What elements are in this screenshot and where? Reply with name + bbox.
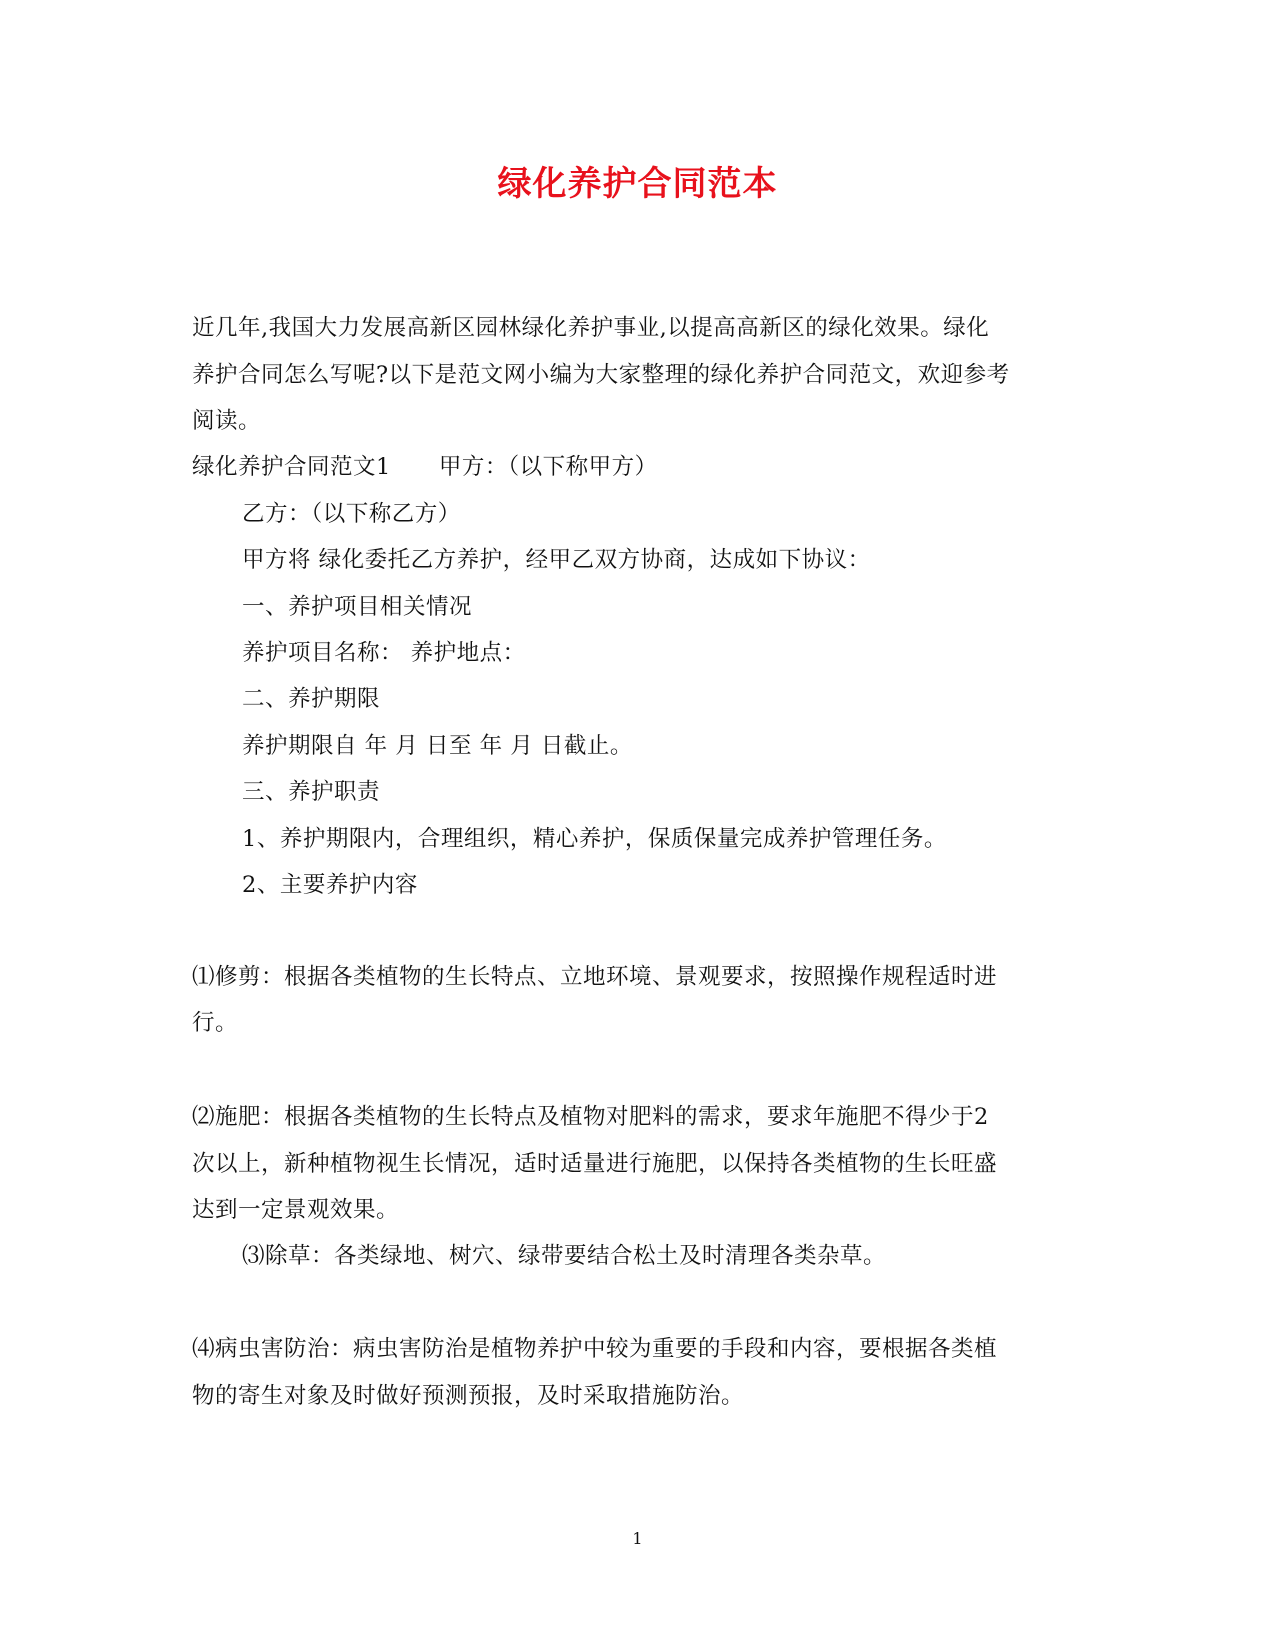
duty-2: 2、主要养护内容 <box>242 872 418 898</box>
intro-line-3: 阅读。 <box>192 408 262 434</box>
contract-heading: 绿化养护合同范文1 <box>192 454 391 480</box>
document-title: 绿化养护合同范本 <box>497 164 778 204</box>
section-1-heading: 一、养护项目相关情况 <box>242 594 473 620</box>
agreement-line: 甲方将 绿化委托乙方养护，经甲乙双方协商，达成如下协议： <box>242 547 871 573</box>
party-b: 乙方：（以下称乙方） <box>242 501 461 527</box>
intro-line-1: 近几年,我国大力发展高新区园林绿化养护事业,以提高高新区的绿化效果。绿化 <box>192 315 990 341</box>
item-2-line-3: 达到一定景观效果。 <box>192 1197 400 1223</box>
item-4-line-1: ⑷病虫害防治：病虫害防治是植物养护中较为重要的手段和内容，要根据各类植 <box>192 1336 998 1362</box>
project-info: 养护项目名称： 养护地点： <box>242 640 526 666</box>
contract-heading-row <box>192 452 658 482</box>
period-line: 养护期限自 年 月 日至 年 月 日截止。 <box>242 733 633 759</box>
duty-1: 1、养护期限内，合理组织，精心养护，保质保量完成养护管理任务。 <box>242 826 947 852</box>
item-1-line-2: 行。 <box>192 1010 239 1036</box>
party-a: 甲方：（以下称甲方） <box>438 454 658 480</box>
intro-line-2: 养护合同怎么写呢?以下是范文网小编为大家整理的绿化养护合同范文，欢迎参考 <box>192 362 1010 388</box>
section-2-heading: 二、养护期限 <box>242 686 381 712</box>
section-3-heading: 三、养护职责 <box>242 779 381 805</box>
page-number: 1 <box>632 1529 643 1548</box>
item-2-line-1: ⑵施肥：根据各类植物的生长特点及植物对肥料的需求，要求年施肥不得少于2 <box>192 1104 989 1130</box>
item-2-line-2: 次以上，新种植物视生长情况，适时适量进行施肥，以保持各类植物的生长旺盛 <box>192 1151 998 1177</box>
item-1-line-1: ⑴修剪：根据各类植物的生长特点、立地环境、景观要求，按照操作规程适时进 <box>192 964 998 990</box>
item-4-line-2: 物的寄生对象及时做好预测预报，及时采取措施防治。 <box>192 1383 745 1409</box>
item-3: ⑶除草：各类绿地、树穴、绿带要结合松土及时清理各类杂草。 <box>242 1243 887 1269</box>
